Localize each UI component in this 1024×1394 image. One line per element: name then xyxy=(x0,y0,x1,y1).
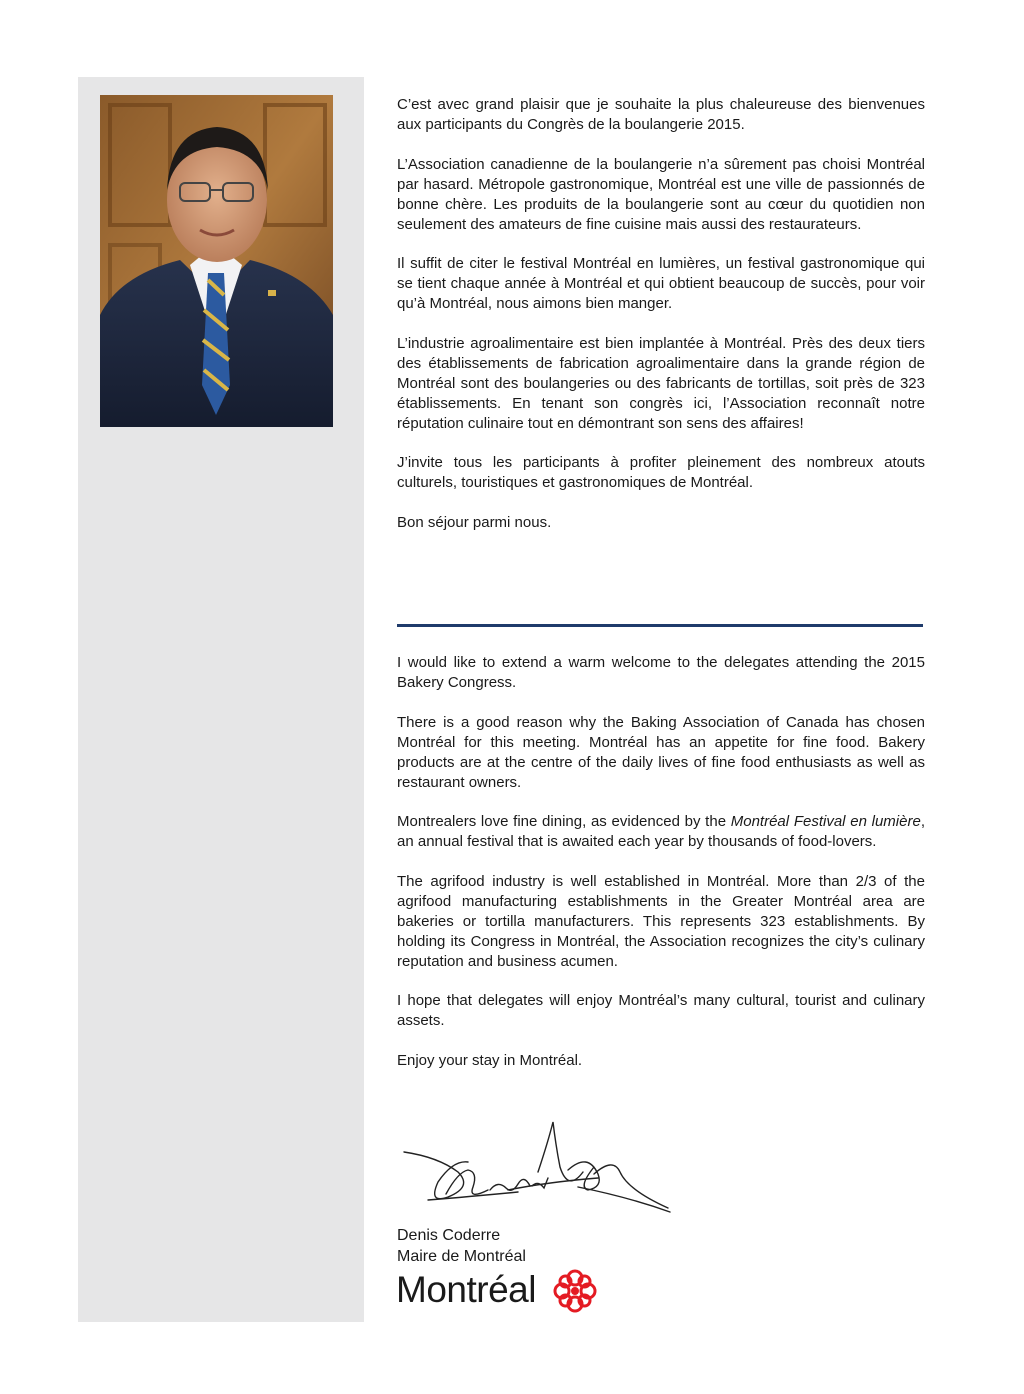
signer-block xyxy=(397,1225,526,1267)
french-paragraph-5: J’invite tous les participants à profiter pleinement des nombreux atouts culturels, touristiques et gastronomiques de Montréal. xyxy=(397,454,925,491)
english-paragraph-2: There is a good reason why the Baking Association of Canada has chosen Montréal for this meeting. Montréal has an appetite for fine food. Bakery products are at the centre of the daily lives of fine food enthusiasts as well as restaurant owners. xyxy=(397,713,925,791)
montreal-logo xyxy=(396,1266,606,1316)
english-paragraph-1: I would like to extend a warm welcome to the delegates attending the 2015 Bakery Congress. xyxy=(397,654,925,691)
logo-wordmark: Montréal xyxy=(396,1269,536,1310)
french-paragraph-1: C’est avec grand plaisir que je souhaite la plus chaleureuse des bienvenues aux participants du Congrès de la boulangerie 2015. xyxy=(397,96,925,133)
rosette-icon xyxy=(552,1268,598,1314)
french-paragraph-3: Il suffit de citer le festival Montréal en lumières, un festival gastronomique qui se tient chaque année à Montréal et qui obtient beaucoup de succès, pour voir qu’à Montréal, nous aimons bien manger. xyxy=(397,255,925,312)
english-paragraph-6: Enjoy your stay in Montréal. xyxy=(397,1051,583,1069)
english-paragraph-3 xyxy=(397,812,925,852)
french-paragraph-2: L’Association canadienne de la boulangerie n’a sûrement pas choisi Montréal par hasard. Métropole gastronomique, Montréal est une ville de passionnés de bonne chère. Les produits de la boulangerie sont au cœur du quotidien non seulement des amateurs de fine cuisine mais aussi des restaurateurs. xyxy=(397,155,925,233)
mayor-portrait xyxy=(100,95,333,427)
festival-name: Montréal Festival en lumière xyxy=(730,813,921,830)
signer-name: Denis Coderre xyxy=(397,1227,501,1244)
english-message xyxy=(397,653,925,1090)
french-paragraph-4: L’industrie agroalimentaire est bien implantée à Montréal. Près des deux tiers des établissements de fabrication agroalimentaire dans la grande région de Montréal sont des boulangeries ou des fabricants de tortillas, soit près de 323 établissements. En tenant son congrès ici, l’Association reconnaît notre réputation culinaire tout en démontrant son sens des affaires! xyxy=(397,334,925,432)
signer-title: Maire de Montréal xyxy=(397,1248,526,1265)
english-paragraph-5: I hope that delegates will enjoy Montréal’s many cultural, tourist and culinary assets. xyxy=(397,992,925,1029)
french-paragraph-6: Bon séjour parmi nous. xyxy=(397,513,552,531)
section-divider xyxy=(397,624,923,627)
french-message xyxy=(397,95,925,552)
english-paragraph-3-start: Montrealers love fine dining, as evidenced by the xyxy=(397,813,731,830)
english-paragraph-4: The agrifood industry is well established in Montréal. More than 2/3 of the agrifood manufacturing establishments in the Greater Montréal area are bakeries or tortilla manufacturers. This represents 323 establishments. By holding its Congress in Montréal, the Association recognizes the city’s culinary reputation and business acumen. xyxy=(397,872,925,970)
handwritten-signature xyxy=(398,1112,678,1217)
english-paragraph-3-end: , an annual festival that is awaited each year by thousands of food-lovers. xyxy=(397,813,925,850)
